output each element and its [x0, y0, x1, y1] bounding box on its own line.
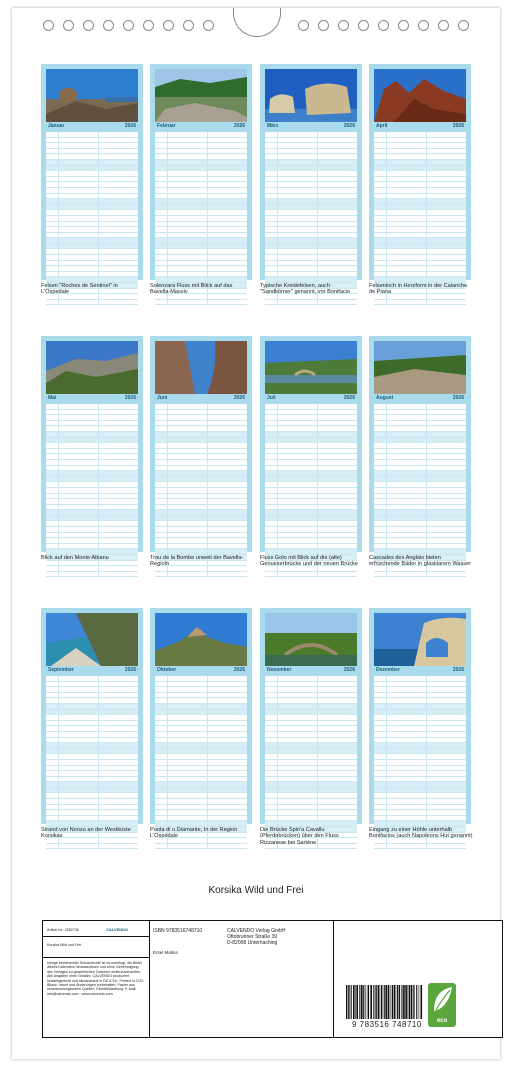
month-name: Juli: [267, 395, 276, 401]
month-header: [155, 122, 247, 131]
month-year: 2026: [452, 395, 464, 401]
month-name: Oktober: [157, 667, 177, 673]
month-header: [374, 122, 466, 131]
barcode-bar: [370, 985, 372, 1019]
day-grid: [155, 676, 247, 820]
info-box: [42, 920, 503, 1038]
month-name: Dezember: [376, 667, 400, 673]
month-year: 2026: [452, 667, 464, 673]
barcode-bar: [375, 985, 376, 1019]
month-photo: [46, 613, 138, 666]
publisher: CALVENDO Verlag GmbH Ottobrunner Straße 39 D-82008 Unterhaching: [227, 928, 286, 946]
barcode-bar: [390, 985, 391, 1019]
month-card: [41, 64, 143, 280]
month-photo: [155, 341, 247, 394]
binding-hole: [358, 20, 369, 31]
month-photo: [155, 613, 247, 666]
month-name: Juni: [157, 395, 168, 401]
month-header: [46, 394, 138, 403]
day-grid: [46, 132, 138, 276]
barcode-bar: [356, 985, 358, 1019]
month-year: 2026: [233, 123, 245, 129]
month-name: April: [376, 123, 388, 129]
day-row: [265, 572, 357, 578]
binding-hole: [103, 20, 114, 31]
binding-hole: [418, 20, 429, 31]
month-photo: [265, 613, 357, 666]
barcode-bar: [384, 985, 385, 1019]
barcode-bar: [394, 985, 396, 1019]
binding-hole: [438, 20, 449, 31]
month-caption: Fluss Golo mit Blick auf die (alte) Genueserbrücke und der neuen Brücke: [260, 555, 358, 568]
day-grid: [155, 404, 247, 548]
barcode-bar: [368, 985, 369, 1019]
barcode-bar: [385, 985, 387, 1019]
month-card: [369, 336, 471, 552]
binding-hole: [143, 20, 154, 31]
binding-hole: [458, 20, 469, 31]
author: Ersel Malms: [153, 950, 178, 955]
binding-hole: [298, 20, 309, 31]
day-row: [265, 300, 357, 306]
month-header: [265, 122, 357, 131]
product-title: Korsika Wild und Frei: [47, 943, 82, 947]
month-caption: Blick auf den Monte Albanu: [41, 555, 109, 561]
month-caption: Die Brücke Spin'a Cavallu (Pferdebrücken) über den Fluss Rizzanese bei Sartène: [260, 827, 339, 846]
month-photo: [46, 341, 138, 394]
barcode-bar: [397, 985, 399, 1019]
calvendo-logo: CALVENDO: [106, 927, 129, 932]
month-year: 2026: [343, 123, 355, 129]
barcode-bar: [401, 985, 402, 1019]
month-caption: Punta di u Diamante, In der Region L'Ospédale: [150, 827, 238, 840]
day-grid: [265, 132, 357, 276]
day-row: [46, 572, 138, 578]
month-caption: Cascades des Anglais bieten erfrischende Bäder in glasklarem Wasser: [369, 555, 472, 568]
day-grid: [155, 132, 247, 276]
month-card: [369, 64, 471, 280]
day-row: [374, 844, 466, 850]
binding-hole: [63, 20, 74, 31]
binding-hole: [398, 20, 409, 31]
barcode-bar: [388, 985, 390, 1019]
barcode-bar: [416, 985, 417, 1019]
month-caption: Felsenloch in Herzform in der Calanche de Piana: [369, 283, 468, 296]
day-row: [374, 300, 466, 306]
barcode-bar: [355, 985, 356, 1019]
legal-text: Infolge bestehender Schutzrechte ist es unbefugt, die Bilder dieses Kalenders herauszulösen und ohne Genehmigung des Verlages zu gewerblichen Zwecken weiterzuverwerten. Alle Angaben ohne Gewähr. CALVENDO produziert bedarfsgerecht und klimaneutral in DE & EU. Printed in CO2-Bilanz. Irrtum und Änderungen vorbehalten. Papier aus verantwortungsvollen Quellen. Einzelbildzeilung. E-Mail: info@calvendo.com · www.calvendo.com: [47, 961, 145, 996]
month-header: [265, 394, 357, 403]
month-card: [150, 608, 252, 824]
month-caption: Eingang zu einer Höhle unterhalb Bonifacios (auch Napoleons Hut genannt): [369, 827, 473, 840]
day-grid: [265, 404, 357, 548]
month-name: September: [48, 667, 74, 673]
month-caption: Solenzara Fluss mit Blick auf das Bavella-Massiv: [150, 283, 233, 296]
month-header: [374, 666, 466, 675]
month-photo: [374, 613, 466, 666]
month-caption: Typische Kreidefelsen, auch "Sandkörner" genannt, vor Bonifacio: [260, 283, 351, 296]
month-card: [260, 336, 362, 552]
binding-hole: [203, 20, 214, 31]
month-photo: [265, 341, 357, 394]
barcode-bar: [363, 985, 364, 1019]
binding-hole: [123, 20, 134, 31]
barcode-bar: [405, 985, 407, 1019]
barcode-bar: [381, 985, 383, 1019]
eco-badge: eco: [428, 983, 456, 1027]
day-grid: [265, 676, 357, 820]
article-number: Artikel-Nr.: 2282736: [47, 928, 79, 932]
barcode-bar: [413, 985, 414, 1019]
month-year: 2026: [124, 123, 136, 129]
month-year: 2026: [124, 667, 136, 673]
barcode-bar: [414, 985, 415, 1019]
month-card: [150, 64, 252, 280]
barcode-bar: [419, 985, 420, 1019]
month-header: [265, 666, 357, 675]
month-card: [41, 608, 143, 824]
barcode-bar: [348, 985, 349, 1019]
calendar-title: Korsika Wild und Frei: [208, 885, 304, 896]
barcode-bar: [373, 985, 374, 1019]
barcode-bar: [353, 985, 355, 1019]
month-year: 2026: [343, 395, 355, 401]
month-name: Mai: [48, 395, 57, 401]
month-header: [374, 394, 466, 403]
day-grid: [374, 676, 466, 820]
barcode-bar: [403, 985, 405, 1019]
barcode-bar: [346, 985, 347, 1019]
binding-hole: [378, 20, 389, 31]
month-card: [150, 336, 252, 552]
month-year: 2026: [233, 395, 245, 401]
month-header: [155, 394, 247, 403]
barcode-bar: [408, 985, 409, 1019]
month-photo: [265, 69, 357, 122]
day-row: [155, 844, 247, 850]
binding-hole: [43, 20, 54, 31]
month-name: März: [267, 123, 279, 129]
month-caption: Strand von Nonza an der Westküste Korsikas: [41, 827, 131, 840]
month-year: 2026: [343, 667, 355, 673]
month-name: August: [376, 395, 394, 401]
barcode-bar: [351, 985, 352, 1019]
month-year: 2026: [452, 123, 464, 129]
binding-hole: [163, 20, 174, 31]
barcode-bar: [376, 985, 377, 1019]
month-photo: [374, 69, 466, 122]
leaf-icon: [428, 983, 456, 1017]
barcode-bar: [399, 985, 400, 1019]
month-name: Januar: [48, 123, 65, 129]
day-row: [374, 572, 466, 578]
month-header: [155, 666, 247, 675]
month-photo: [46, 69, 138, 122]
binding-hole: [338, 20, 349, 31]
month-photo: [374, 341, 466, 394]
binding-hole: [318, 20, 329, 31]
month-caption: Trou de la Bombe unweit der Bavella-Regioln: [150, 555, 244, 568]
barcode-bar: [349, 985, 350, 1019]
day-row: [155, 572, 247, 578]
barcode-bar: [365, 985, 366, 1019]
binding-hole: [83, 20, 94, 31]
month-card: [41, 336, 143, 552]
month-name: Februar: [157, 123, 176, 129]
isbn: ISBN 9783516748710: [153, 928, 203, 934]
day-grid: [46, 676, 138, 820]
barcode-bar: [409, 985, 411, 1019]
month-card: [260, 64, 362, 280]
day-grid: [374, 404, 466, 548]
day-row: [46, 844, 138, 850]
day-row: [46, 300, 138, 306]
month-header: [46, 122, 138, 131]
barcode-number: 9 783516 748710: [352, 1020, 422, 1029]
month-year: 2026: [233, 667, 245, 673]
day-grid: [374, 132, 466, 276]
month-header: [46, 666, 138, 675]
barcode-bar: [392, 985, 394, 1019]
month-photo: [155, 69, 247, 122]
month-card: [260, 608, 362, 824]
barcode-bar: [361, 985, 363, 1019]
barcode-bar: [367, 985, 368, 1019]
month-card: [369, 608, 471, 824]
month-year: 2026: [124, 395, 136, 401]
month-name: November: [267, 667, 292, 673]
barcode-bar: [359, 985, 360, 1019]
binding-hole: [183, 20, 194, 31]
barcode-bar: [378, 985, 380, 1019]
day-grid: [46, 404, 138, 548]
month-caption: Felsen "Roches de Sentinel" in L'Ospedale: [41, 283, 118, 296]
barcode-bar: [421, 985, 423, 1019]
day-row: [155, 300, 247, 306]
barcode-bar: [411, 985, 412, 1019]
